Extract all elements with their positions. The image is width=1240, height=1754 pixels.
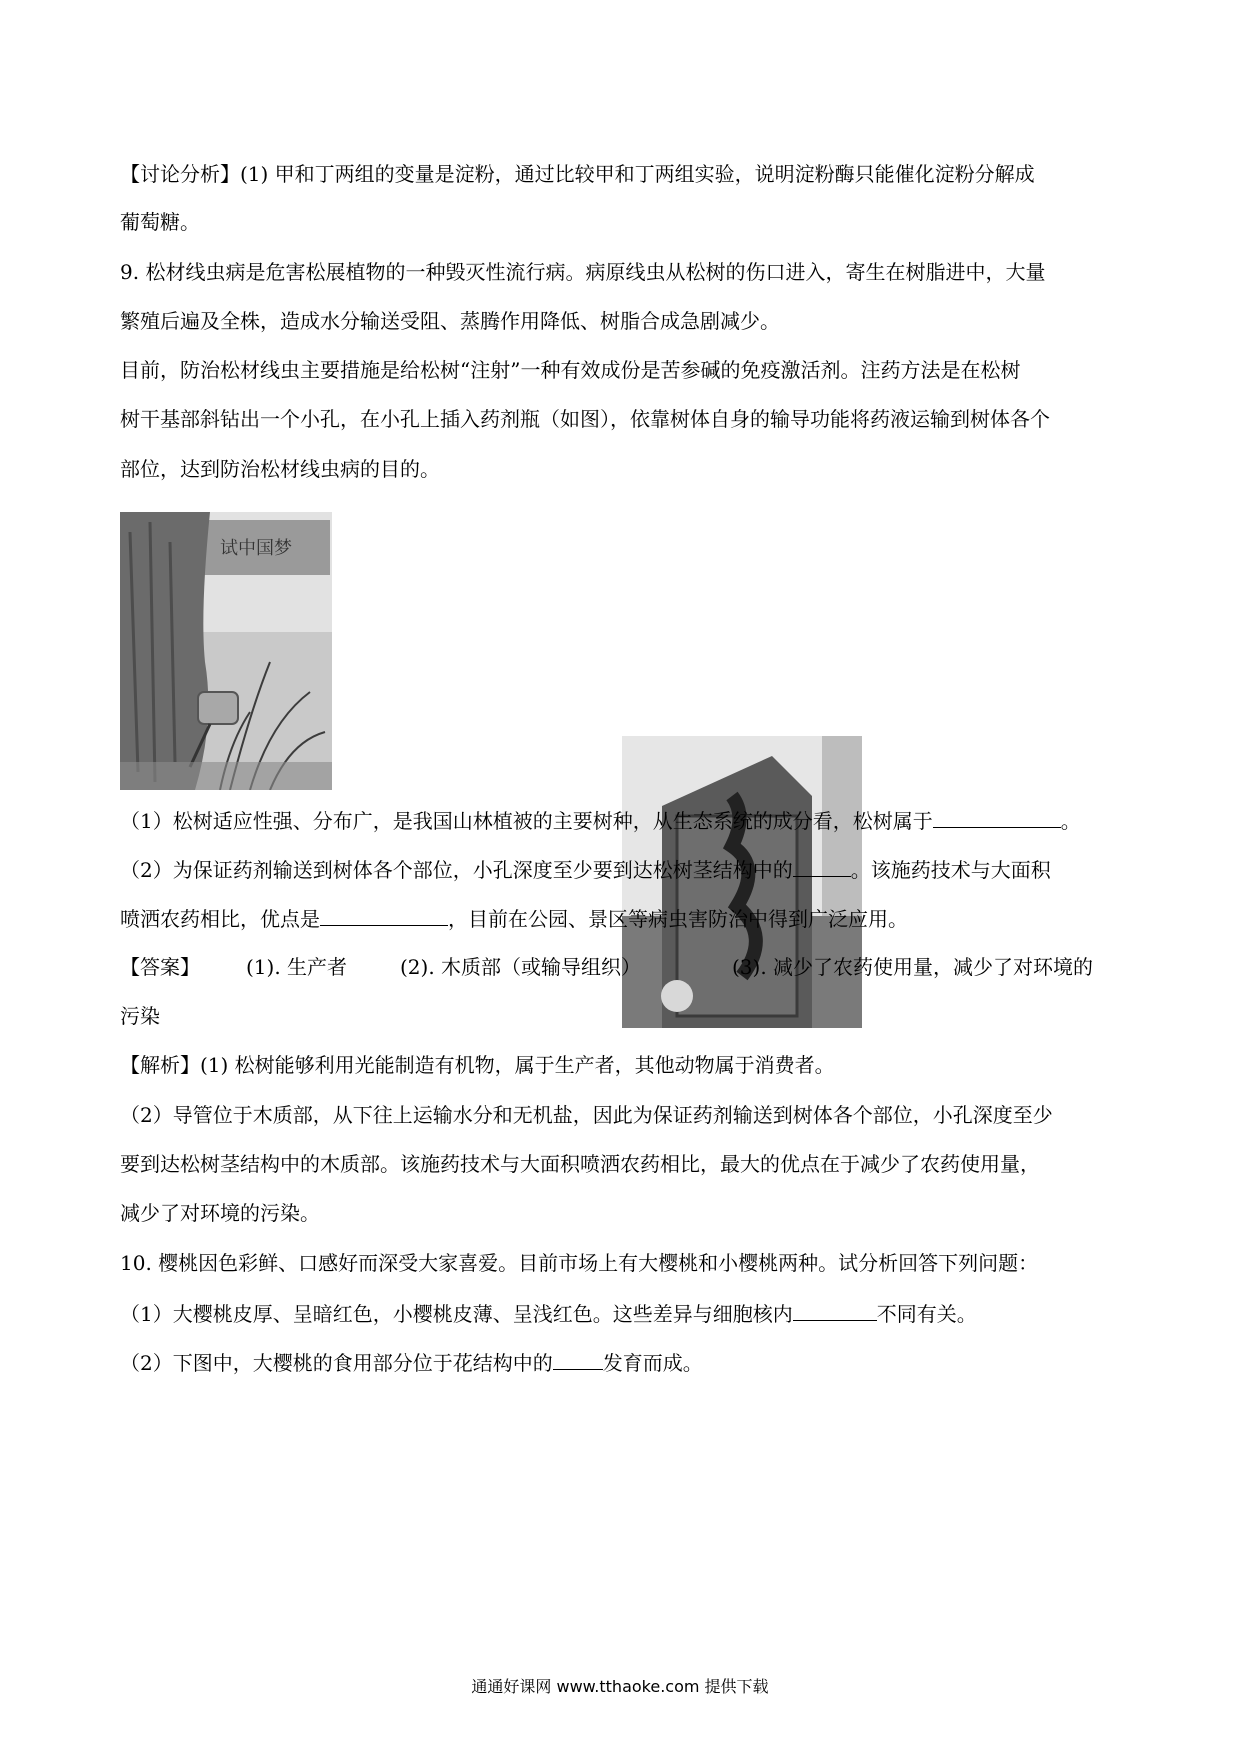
analysis-3: 要到达松树茎结构中的木质部。该施药技术与大面积喷洒农药相比，最大的优点在于减少了农药使用量， (120, 1152, 1040, 1176)
q9-sub2 (120, 854, 1051, 882)
q9-sub1-end: 。 (1060, 809, 1081, 833)
q9-line-4: 树干基部斜钻出一个小孔，在小孔上插入药剂瓶（如图），依靠树体自身的输导功能将药液运输到树体各个 (120, 407, 1050, 431)
analysis-2: （2）导管位于木质部，从下往上运输水分和无机盐，因此为保证药剂输送到树体各个部位，小孔深度至少 (120, 1103, 1053, 1127)
answer-line-2: 污染 (120, 1004, 160, 1028)
photo-sign-text: 试中国梦 (220, 538, 292, 559)
answer-blank[interactable] (320, 903, 448, 926)
q9-line-5: 部位，达到防治松材线虫病的目的。 (120, 457, 440, 481)
q9-sub1 (120, 805, 1081, 833)
q9-line-3: 目前，防治松材线虫主要措施是给松树“注射”一种有效成份是苦参碱的免疫激活剂。注药方法是在松树 (120, 358, 1021, 382)
q10-sub1-text: （1）大樱桃皮厚、呈暗红色，小樱桃皮薄、呈浅红色。这些差异与细胞核内 (120, 1302, 793, 1326)
answer-blank[interactable] (793, 854, 851, 877)
q10-line-1: 10. 樱桃因色彩鲜、口感好而深受大家喜爱。目前市场上有大樱桃和小樱桃两种。试分析回答下列问题： (120, 1251, 1039, 1275)
q10-sub2-end: 发育而成。 (602, 1351, 703, 1375)
answer-2: (2). 木质部（或输导组织） (400, 955, 642, 979)
q9-sub1-text: （1）松树适应性强、分布广，是我国山林植被的主要树种，从生态系统的成分看，松树属于 (120, 809, 933, 833)
q9-sub2-line2-text: 喷洒农药相比，优点是 (120, 907, 320, 931)
analysis-1: 【解析】(1) 松树能够利用光能制造有机物，属于生产者，其他动物属于消费者。 (120, 1053, 835, 1077)
answer-label: 【答案】 (120, 955, 200, 979)
q9-sub2-text: （2）为保证药剂输送到树体各个部位，小孔深度至少要到达松树茎结构中的 (120, 858, 793, 882)
discussion-line-2: 葡萄糖。 (120, 210, 200, 234)
q9-sub2-line2-end: ，目前在公园、景区等病虫害防治中得到广泛应用。 (448, 907, 908, 931)
q9-sub2-line2 (120, 903, 908, 931)
q10-sub2 (120, 1347, 703, 1375)
q9-line-2: 繁殖后遍及全株，造成水分输送受阻、蒸腾作用降低、树脂合成急剧减少。 (120, 309, 780, 333)
q10-sub1 (120, 1298, 977, 1326)
q9-sub2-end: 。该施药技术与大面积 (850, 858, 1051, 882)
q9-line-1: 9. 松材线虫病是危害松展植物的一种毁灭性流行病。病原线虫从松树的伤口进入，寄生在树脂进中，大量 (120, 260, 1046, 284)
q10-sub2-text: （2）下图中，大樱桃的食用部分位于花结构中的 (120, 1351, 553, 1375)
answer-blank[interactable] (933, 805, 1061, 828)
discussion-line-1: 【讨论分析】(1) 甲和丁两组的变量是淀粉，通过比较甲和丁两组实验，说明淀粉酶只能催化淀粉分解成 (120, 162, 1035, 186)
page-footer: 通通好课网 www.tthaoke.com 提供下载 (471, 1677, 769, 1696)
answer-blank[interactable] (793, 1298, 877, 1321)
tree-injection-photo (120, 512, 332, 790)
answer-3: (3). 减少了农药使用量，减少了对环境的 (732, 955, 1094, 979)
answer-blank[interactable] (553, 1347, 603, 1370)
q10-sub1-end: 不同有关。 (876, 1302, 977, 1326)
answer-1: (1). 生产者 (246, 955, 348, 979)
analysis-4: 减少了对环境的污染。 (120, 1201, 320, 1225)
